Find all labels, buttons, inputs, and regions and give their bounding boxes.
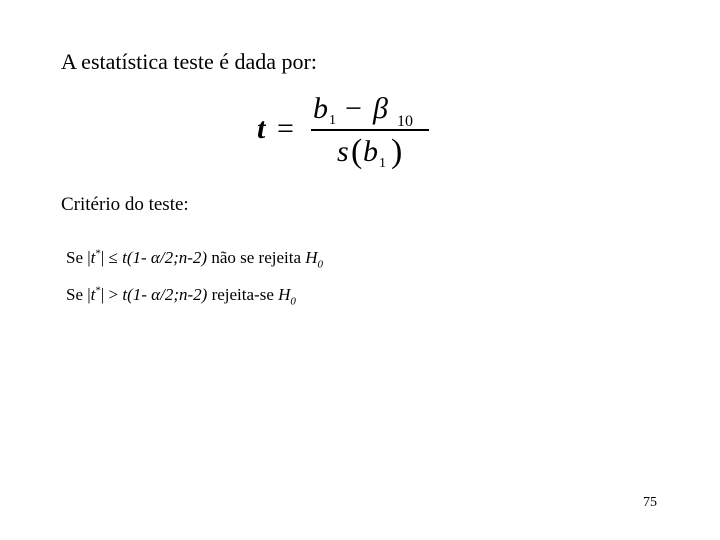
rule1-h: H <box>305 248 318 267</box>
numerator-minus: − <box>345 92 362 125</box>
test-statistic-formula <box>255 88 435 170</box>
denominator-b-sub: 1 <box>379 156 386 170</box>
numerator-b: b <box>313 92 328 125</box>
formula-t: t <box>257 112 266 145</box>
rule-reject <box>66 284 296 306</box>
rule1-quantile: t(1- α/2;n-2) <box>122 248 208 267</box>
denominator-rparen: ) <box>391 133 403 170</box>
rule2-operator: > <box>108 285 119 304</box>
numerator-beta-sub: 10 <box>397 113 413 130</box>
rule1-abs-close: | <box>100 248 105 267</box>
page-number: 75 <box>643 495 657 510</box>
denominator-b: b <box>363 135 378 168</box>
rule2-abs-close: | <box>100 285 105 304</box>
rule1-operator: ≤ <box>108 248 118 267</box>
rule2-h-sub: 0 <box>290 295 296 308</box>
rule1-t: t <box>90 248 96 267</box>
formula-equals: = <box>277 112 294 145</box>
numerator-beta: β <box>373 92 388 125</box>
rule1-h-sub: 0 <box>317 258 324 271</box>
rule2-h: H <box>278 285 291 304</box>
rule1-action: não se rejeita <box>211 248 302 267</box>
numerator-b-sub: 1 <box>329 113 336 128</box>
rule1-star: * <box>95 247 101 260</box>
rule2-prefix: Se | <box>66 285 91 304</box>
denominator-lparen: ( <box>351 133 363 170</box>
heading: A estatística teste é dada por: <box>61 49 317 74</box>
rule-not-reject <box>66 247 323 269</box>
rule2-action: rejeita-se <box>211 285 274 304</box>
rule2-quantile: t(1- α/2;n-2) <box>122 285 208 304</box>
rule2-star: * <box>95 284 101 297</box>
rule1-prefix: Se | <box>66 248 91 267</box>
rule2-t: t <box>90 285 96 304</box>
criteria-label: Critério do teste: <box>61 194 189 215</box>
denominator-s: s <box>337 135 349 168</box>
